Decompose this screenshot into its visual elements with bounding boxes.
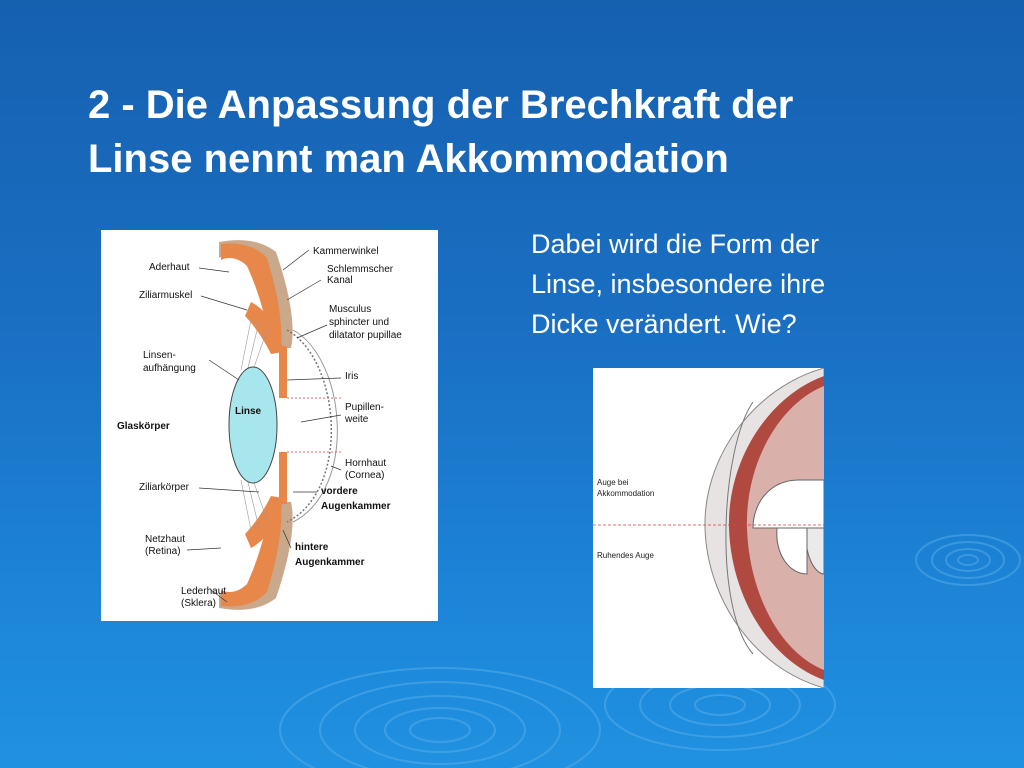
body-line-1: Dabei wird die Form der bbox=[531, 229, 820, 259]
label-netzhaut-2: (Retina) bbox=[145, 546, 181, 557]
label-aderhaut: Aderhaut bbox=[149, 262, 190, 273]
label-pupillen-1: Pupillen- bbox=[345, 402, 384, 413]
label-kammerwinkel: Kammerwinkel bbox=[313, 246, 379, 257]
slide-title-line-1: 2 - Die Anpassung der Brechkraft der bbox=[88, 83, 794, 127]
label-vordere-1: vordere bbox=[321, 486, 358, 497]
eye-anatomy-diagram bbox=[101, 230, 438, 621]
label-vordere-2: Augenkammer bbox=[321, 501, 391, 512]
label-musculus-1: Musculus bbox=[329, 304, 372, 315]
label-schlemm-1: Schlemmscher bbox=[327, 264, 394, 275]
label-hornhaut-2: (Cornea) bbox=[345, 470, 385, 481]
label-musculus-3: dilatator pupillae bbox=[329, 330, 402, 341]
label-lederhaut-1: Lederhaut bbox=[181, 586, 227, 597]
label-hintere-2: Augenkammer bbox=[295, 557, 365, 568]
label-linsen-2: aufhängung bbox=[143, 363, 196, 374]
label-hintere-1: hintere bbox=[295, 542, 329, 553]
label-glaskoerper: Glaskörper bbox=[117, 421, 170, 432]
slide-title-line-2: Linse nennt man Akkommodation bbox=[88, 137, 729, 181]
accommodation-drawing bbox=[593, 368, 824, 688]
label-linse: Linse bbox=[235, 406, 262, 417]
label-ziliarmuskel: Ziliarmuskel bbox=[139, 290, 193, 301]
label-akkommodation: Akkommodation bbox=[597, 489, 655, 498]
body-line-3: Dicke verändert. Wie? bbox=[531, 309, 797, 339]
label-lederhaut-2: (Sklera) bbox=[181, 598, 217, 609]
label-linsen-1: Linsen- bbox=[143, 350, 176, 361]
label-hornhaut-1: Hornhaut bbox=[345, 458, 387, 469]
accommodation-diagram bbox=[593, 368, 824, 688]
label-netzhaut-1: Netzhaut bbox=[145, 534, 186, 545]
body-line-2: Linse, insbesondere ihre bbox=[531, 269, 826, 299]
label-schlemm-2: Kanal bbox=[327, 275, 353, 286]
label-pupillen-2: weite bbox=[345, 414, 369, 425]
label-ziliarkoerper: Ziliarkörper bbox=[139, 482, 190, 493]
label-iris: Iris bbox=[345, 371, 359, 382]
label-auge-bei: Auge bei bbox=[597, 478, 629, 487]
label-musculus-2: sphincter und bbox=[329, 317, 390, 328]
label-ruhendes-auge: Ruhendes Auge bbox=[597, 551, 654, 560]
slide-body-text bbox=[531, 224, 971, 344]
slide-title bbox=[88, 78, 968, 186]
